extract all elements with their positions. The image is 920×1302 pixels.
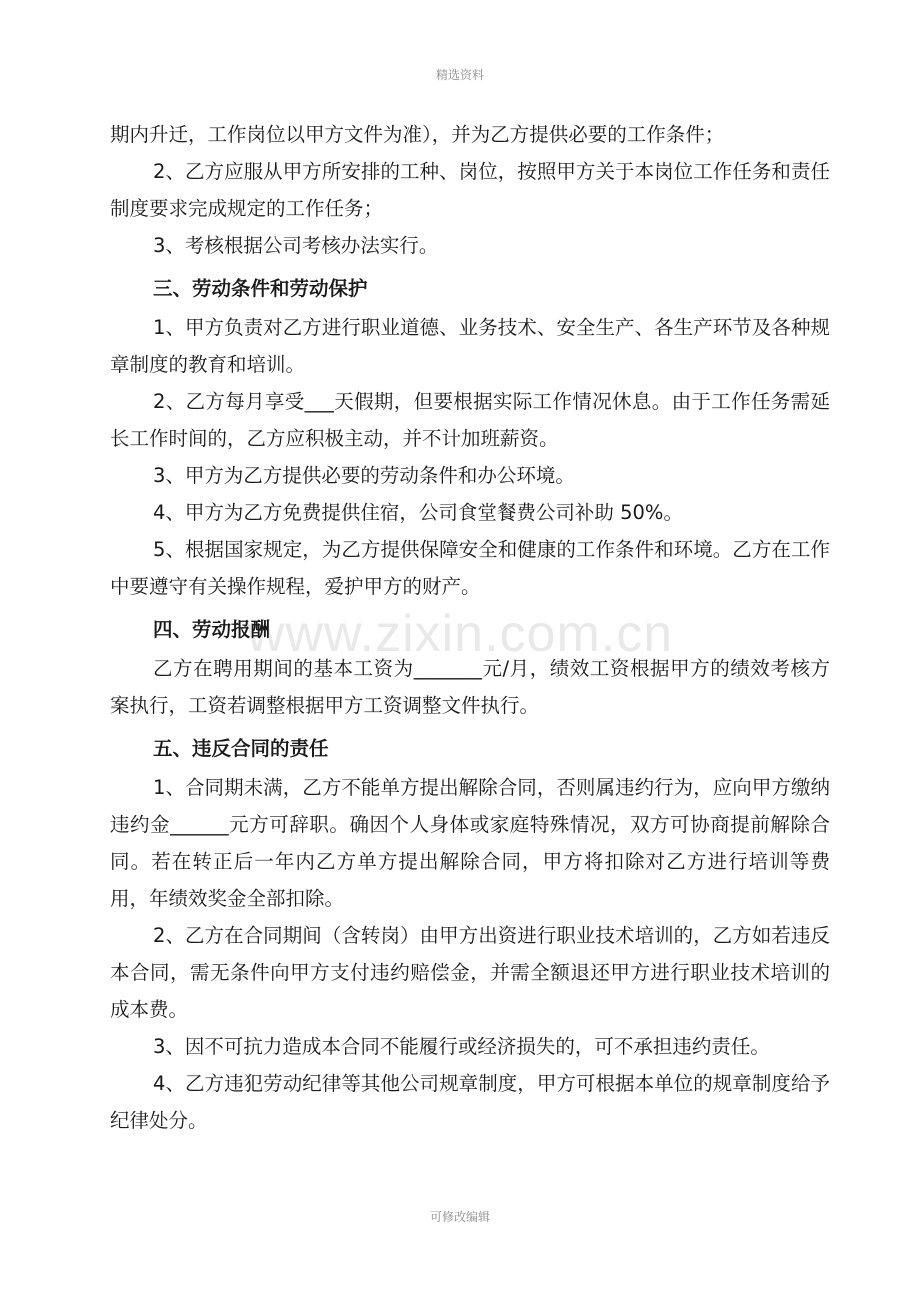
paragraph: 1、合同期未满，乙方不能单方提出解除合同，否则属违约行为，应向甲方缴纳违约金______元方可辞职。确因个人身体或家庭特殊情况，双方可协商提前解除合同。若在转正后一年内乙方单方提出解除合同，甲方将扣除对乙方进行培训等费用，年绩效奖金全部扣除。 xyxy=(110,776,830,910)
page-footer: 可修改编辑 xyxy=(429,1210,490,1224)
paragraph: 2、乙方在合同期间（含转岗）由甲方出资进行职业技术培训的，乙方如若违反本合同，需无条件向甲方支付违约赔偿金，并需全额退还甲方进行职业技术培训的成本费。 xyxy=(110,924,830,1021)
section-heading: 四、劳动报酬 xyxy=(153,618,271,641)
section-heading: 三、劳动条件和劳动保护 xyxy=(153,277,368,300)
paragraph: 5、根据国家规定，为乙方提供保障安全和健康的工作条件和环境。乙方在工作中要遵守有关操作规程，爱护甲方的财产。 xyxy=(110,538,830,598)
document-body xyxy=(110,116,830,1139)
paragraph: 4、乙方违犯劳动纪律等其他公司规章制度，甲方可根据本单位的规章制度给予纪律处分。 xyxy=(110,1072,830,1132)
paragraph: 乙方在聘用期间的基本工资为_______元/月，绩效工资根据甲方的绩效考核方案执行，工资若调整根据甲方工资调整文件执行。 xyxy=(110,657,830,717)
page-header: 精选资料 xyxy=(435,68,484,82)
paragraph: 期内升迁，工作岗位以甲方文件为准），并为乙方提供必要的工作条件； xyxy=(110,123,725,146)
section-heading: 五、违反合同的责任 xyxy=(153,737,329,760)
paragraph: 3、考核根据公司考核办法实行。 xyxy=(153,234,439,257)
paragraph: 1、甲方负责对乙方进行职业道德、业务技术、安全生产、各生产环节及各种规章制度的教育和培训。 xyxy=(110,316,830,376)
paragraph: 4、甲方为乙方免费提供住宿，公司食堂餐费公司补助 50%。 xyxy=(153,501,683,524)
paragraph: 3、因不可抗力造成本合同不能履行或经济损失的，可不承担违约责任。 xyxy=(153,1035,770,1058)
watermark: www.zixin.com.cn xyxy=(246,605,674,663)
paragraph: 2、乙方应服从甲方所安排的工种、岗位，按照甲方关于本岗位工作任务和责任制度要求完成规定的工作任务； xyxy=(110,160,830,220)
paragraph: 2、乙方每月享受___天假期，但要根据实际工作情况休息。由于工作任务需延长工作时间的，乙方应积极主动，并不计加班薪资。 xyxy=(110,390,830,450)
paragraph: 3、甲方为乙方提供必要的劳动条件和办公环境。 xyxy=(153,464,575,487)
